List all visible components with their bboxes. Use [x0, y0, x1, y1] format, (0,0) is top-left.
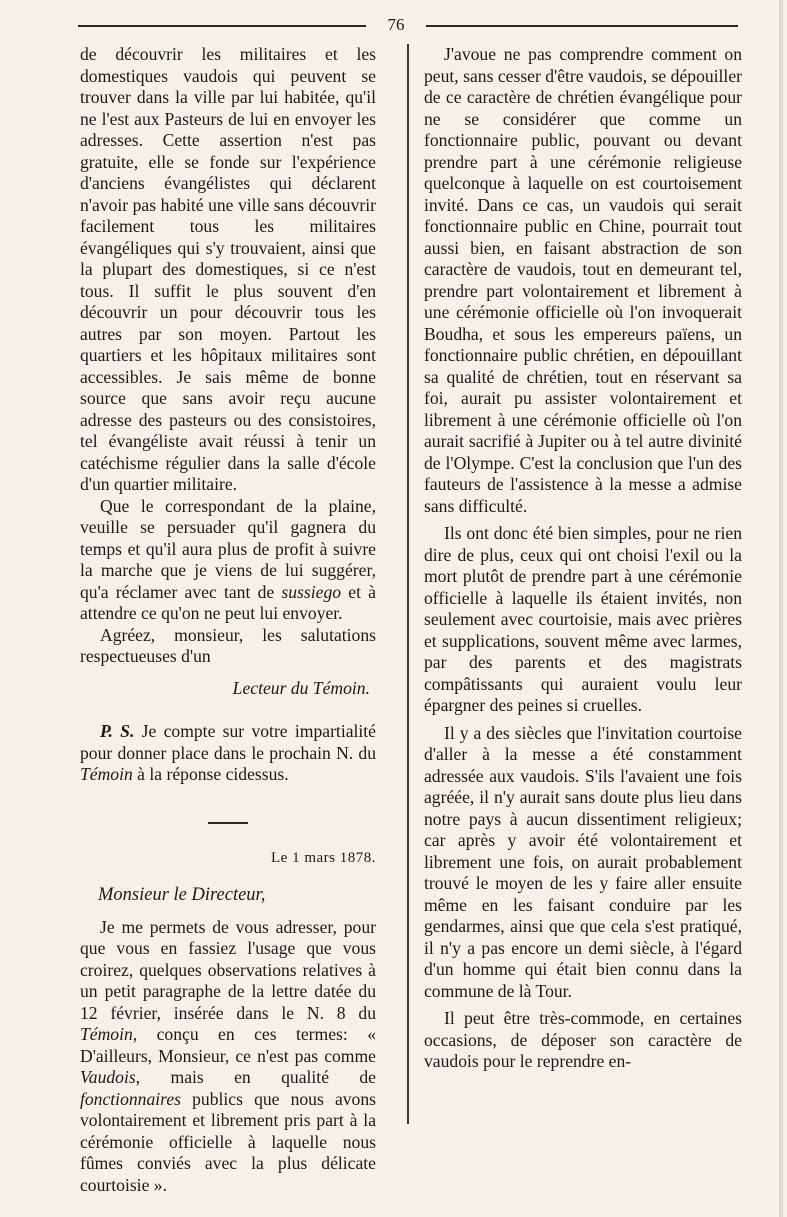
paragraph: Ils ont donc été bien simples, pour ne rien dire de plus, ceux qui ont choisi l'exil ou la mort plutôt de prendre part à une cérémonie officielle à laquelle ils étaient invités, non seulement avec courtoisie, mais avec prières et supplications, souvent même avec larmes, par des parents et des magistrats compâtissants qui auraient voulu leur épargner des peines si cruelles. — [424, 523, 742, 715]
paragraph: J'avoue ne pas comprendre comment on peut, sans cesser d'être vaudois, se dépouiller de ce caractère de chrétien évangélique pour ne se considérer que comme un fonctionnaire public, pouvant ou devant prendre part à une cérémonie religieuse quelconque à laquelle on est courtoisement invité. Dans ce cas, un vaudois qui serait fonctionnaire public en Chine, pourrait tout aussi bien, en faisant abstraction de son caractère de vaudois, tout en demeurant tel, prendre part volontairement et librement à une cérémonie officielle où l'on invoquerait Boudha, et sous les empereurs païens, un fonctionnaire public chrétien, en dépouillant sa qualité de chrétien, tout en réservant sa foi, aurait pu assister volontairement et librement à une cérémonie officielle où l'on aurait sacrifié à Jupiter ou à tel autre divinité de l'Olympe. C'est la conclusion que l'un des fauteurs de l'assistence à la messe a admise sans difficulté. — [424, 44, 742, 516]
ps-label: P. S. — [100, 721, 135, 741]
postscript: P. S. Je compte sur votre impartialité pour donner place dans le prochain N. du Témoin à la réponse cidessus. — [80, 721, 376, 784]
page-number: 76 — [387, 15, 405, 34]
page-header — [78, 14, 738, 38]
paragraph: de découvrir les militaires et les domestiques vaudois qui peuvent se trouver dans la ville par lui habitée, qu'il ne l'est aux Pasteurs de lui en envoyer les adresses. Cette assertion n'est pas gratuite, elle se fonde sur l'expérience d'anciens évangélistes qui déclarent n'avoir pas habité une ville sans découvrir facilement tous les militaires évangéliques qui s'y trouvaient, ainsi que la plupart des domestiques, si ce n'est tous. Il suffit le plus souvent d'en découvrir un pour découvrir tous les autres par son moyen. Partout les quartiers et les hôpitaux militaires sont accessibles. Je sais même de bonne source que sans avoir reçu aucune adresse des pasteurs ou des consistoires, tel évangéliste avait réussi à tenir un catéchisme régulier dans la salle d'école d'un quartier militaire. — [80, 44, 376, 494]
paragraph: Je me permets de vous adresser, pour que vous en fassiez l'usage que vous croirez, quelques observations relatives à un petit paragraphe de la lettre datée du 12 février, insérée dans le N. 8 du Témoin, conçu en ces termes: « D'ailleurs, Monsieur, ce n'est pas comme Vaudois, mais en qualité de fonctionnaires publics que nous avons volontairement et librement pris part à la cérémonie officielle à laquelle nous fûmes conviés avec la plus délicate courtoisie ». — [80, 916, 376, 1195]
paragraph: Il y a des siècles que l'invitation courtoise d'aller à la messe a été constamment adressée aux vaudois. S'ils l'avaient une fois agréée, il n'y aurait sans doute plus lieu dans notre pays à aucun dissentiment religieux; car après y avoir été volontairement et librement une fois, on aurait probablement trouvé le moyen de les y faire aller ensuite même en les faisant conduire par les gendarmes, ainsi que que cela s'est pratiqué, il n'y a pas encore un demi siècle, à l'égard d'un homme qui était bien connu dans la commune de là Tour. — [424, 722, 742, 1001]
italic-word: sussiego — [281, 581, 342, 602]
column-divider — [407, 44, 409, 1124]
paragraph: Que le correspondant de la plaine, veuille se persuader qu'il gagnera du temps et qu'il aura plus de profit à suivre la marche que je viens de lui suggérer, qu'a réclamer avec tant de sussiego et à attendre ce qu'on ne peut lui envoyer. — [80, 495, 376, 623]
closing-paragraph: Agréez, monsieur, les salutations respectueuses d'un — [80, 624, 376, 666]
header-rule-right — [426, 25, 738, 27]
dateline: Le 1 mars 1878. — [271, 849, 376, 866]
signature: Lecteur du Témoin. — [232, 677, 370, 698]
salutation: Monsieur le Directeur, — [98, 885, 266, 905]
left-column — [80, 44, 376, 1196]
paragraph: Il peut être très-commode, en certaines occasions, de déposer son caractère de vaudois pour le reprendre en- — [424, 1008, 742, 1071]
right-column — [424, 44, 742, 1073]
page-edge — [777, 0, 785, 1217]
header-rule-left — [78, 25, 366, 27]
section-separator — [208, 822, 248, 824]
